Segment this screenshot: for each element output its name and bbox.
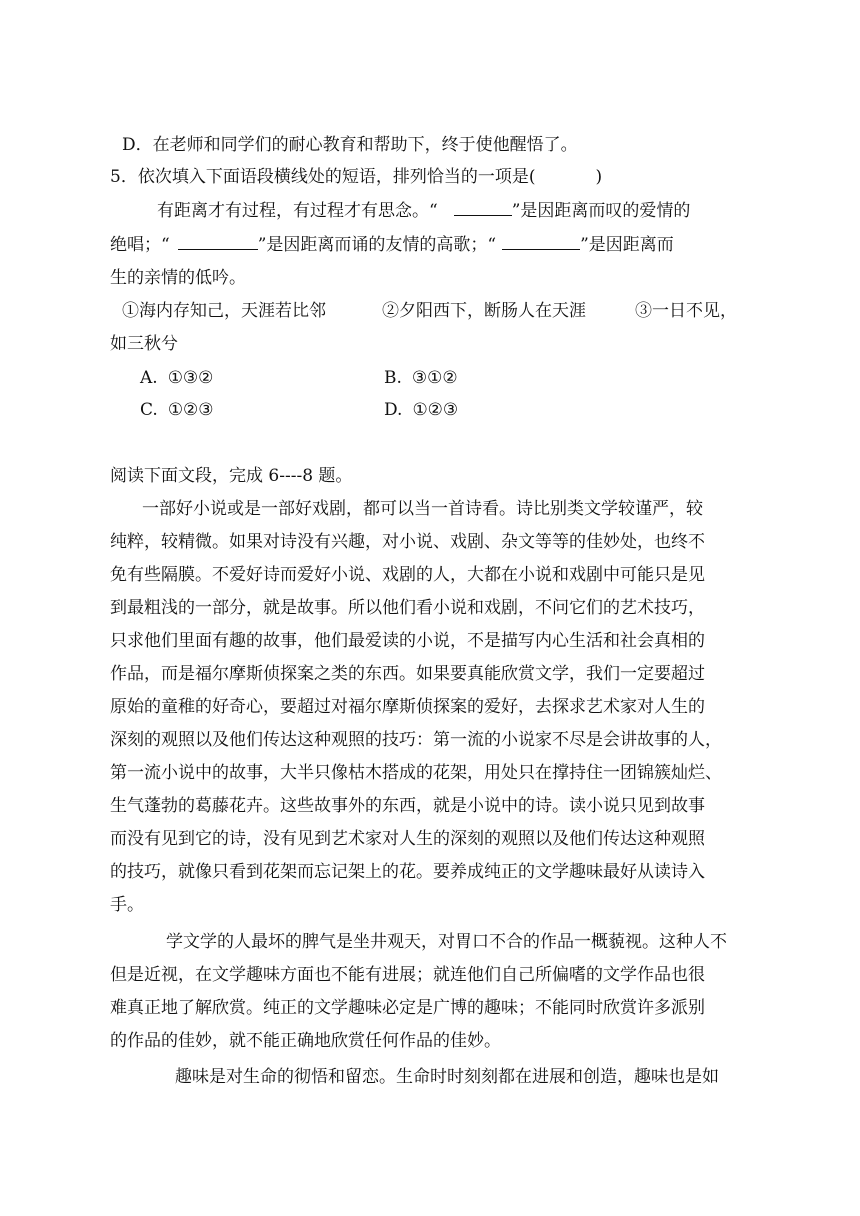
q4-option-d: D．在老师和同学们的耐心教育和帮助下，终于使他醒悟了。 — [122, 135, 578, 155]
q5-passage-line-3: 生的亲情的低吟。 — [110, 268, 246, 288]
reading-instruction: 阅读下面文段，完成 6----8 题。 — [110, 466, 353, 486]
q5-passage-line-1 — [157, 199, 787, 223]
para1-line: 作品，而是福尔摩斯侦探案之类的东西。如果要真能欣赏文学，我们一定要超过 — [110, 664, 705, 684]
q5-passage-text-2c: ”是因距离而 — [580, 235, 674, 255]
q5-passage-text-1a: 有距离才有过程，有过程才有思念。“ — [157, 201, 438, 221]
q5-stem — [110, 165, 740, 189]
q5-option-a — [140, 366, 213, 390]
para2-line: 难真正地了解欣赏。纯正的文学趣味必定是广博的趣味；不能同时欣赏许多派别 — [110, 998, 705, 1018]
q5-option-d-label: D. — [384, 400, 403, 420]
para2-line: 的作品的佳妙，就不能正确地欣赏任何作品的佳妙。 — [110, 1031, 501, 1051]
q5-passage-text-2a: 绝唱；“ — [110, 235, 170, 255]
q5-phrase-1: ①海内存知己，天涯若比邻 — [122, 301, 326, 321]
para1-line: 生气蓬勃的葛藤花卉。这些故事外的东西，就是小说中的诗。读小说只见到故事 — [110, 796, 705, 816]
q5-option-a-label: A. — [140, 368, 158, 388]
para1-line: 免有些隔膜。不爱好诗而爱好小说、戏剧的人，大都在小说和戏剧中可能只是见 — [110, 565, 705, 585]
para1-line: 原始的童稚的好奇心，要超过对福尔摩斯侦探案的爱好，去探求艺术家对人生的 — [110, 697, 705, 717]
q5-stem-text: 5．依次填入下面语段横线处的短语，排列恰当的一项是( — [110, 167, 536, 187]
para1-line: 的技巧，就像只看到花架而忘记架上的花。要养成纯正的文学趣味最好从读诗入 — [110, 862, 705, 882]
q5-passage-line-2 — [110, 233, 740, 257]
q5-option-c-label: C. — [140, 400, 158, 420]
para1-line: 深刻的观照以及他们传达这种观照的技巧：第一流的小说家不尽是会讲故事的人， — [110, 730, 722, 750]
fill-blank-2 — [178, 235, 258, 250]
para1-line: 而没有见到它的诗，没有见到艺术家对人生的深刻的观照以及他们传达这种观照 — [110, 829, 705, 849]
para1-line: 到最粗浅的一部分，就是故事。所以他们看小说和戏剧，不问它们的艺术技巧， — [110, 598, 705, 618]
q5-option-d — [384, 398, 458, 422]
q5-stem-close: ) — [595, 167, 603, 187]
para1-line: 只求他们里面有趣的故事，他们最爱读的小说，不是描写内心生活和社会真相的 — [110, 631, 705, 651]
q5-phrase-3: ③一日不见， — [635, 301, 737, 321]
para1-line: 手。 — [110, 895, 144, 915]
q5-passage-text-1b: ”是因距离而叹的爱情的 — [511, 201, 691, 221]
para1-line: 第一流小说中的故事，大半只像枯木搭成的花架，用处只在撑持住一团锦簇灿烂、 — [110, 763, 722, 783]
fill-blank-3 — [502, 235, 580, 250]
q5-option-c-value: ①②③ — [167, 400, 214, 420]
q5-phrase-2: ②夕阳西下，断肠人在天涯 — [382, 301, 586, 321]
para1-line: 一部好小说或是一部好戏剧，都可以当一首诗看。诗比别类文学较谨严，较 — [142, 499, 703, 519]
q5-option-b-value: ③①② — [411, 368, 458, 388]
q5-option-b-label: B. — [384, 368, 402, 388]
para2-line: 但是近视，在文学趣味方面也不能有进展；就连他们自己所偏嗜的文学作品也很 — [110, 965, 705, 985]
q5-option-a-value: ①③② — [167, 368, 214, 388]
q5-option-d-value: ①②③ — [412, 400, 459, 420]
q5-option-c — [140, 398, 214, 422]
para3-line: 趣味是对生命的彻悟和留恋。生命时时刻刻都在进展和创造，趣味也是如 — [175, 1067, 719, 1087]
para2-line: 学文学的人最坏的脾气是坐井观天，对胃口不合的作品一概藐视。这种人不 — [166, 932, 727, 952]
q5-passage-text-2b: ”是因距离而诵的友情的高歌；“ — [257, 235, 497, 255]
para1-line: 纯粹，较精微。如果对诗没有兴趣，对小说、戏剧、杂文等等的佳妙处，也终不 — [110, 532, 705, 552]
q5-phrase-3-cont: 如三秋兮 — [110, 334, 178, 354]
q5-option-b — [384, 366, 458, 390]
fill-blank-1 — [454, 201, 512, 216]
